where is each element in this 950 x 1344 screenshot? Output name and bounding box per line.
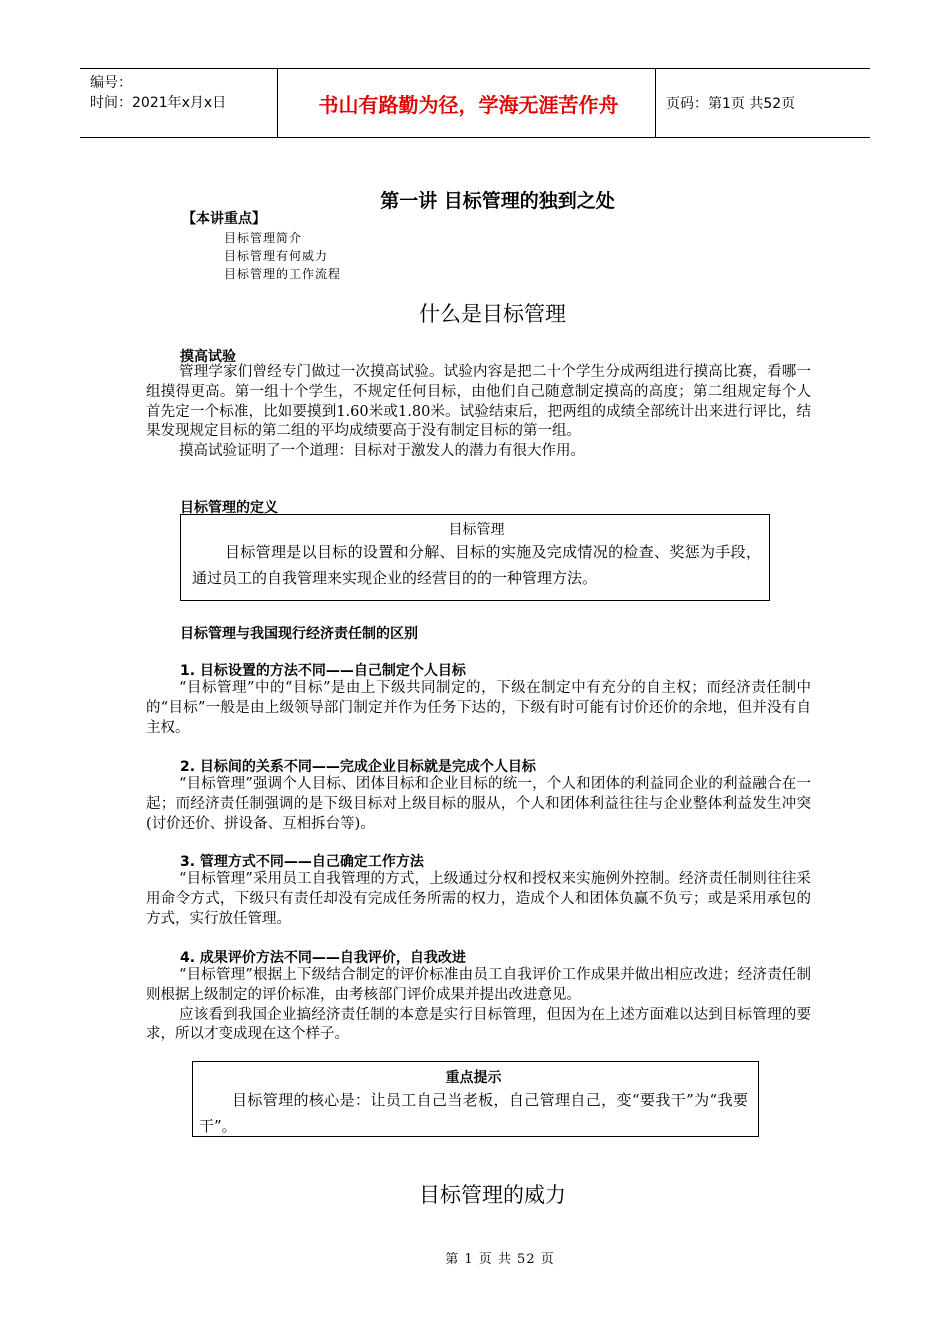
- section-heading: 什么是目标管理: [419, 302, 566, 326]
- definition-box-title: 目标管理: [448, 522, 505, 538]
- divider: [277, 69, 278, 137]
- lecture-title: 第一讲 目标管理的独到之处: [380, 190, 615, 212]
- paragraph: “目标管理”根据上下级结合制定的评价标准由员工自我评价工作成果并做出相应改进；经济责任制则根据上级制定的评价标准，由考核部门评价成果并提出改进意见。: [146, 967, 811, 1003]
- key-points-label: 【本讲重点】: [182, 211, 266, 227]
- page-header: [80, 68, 870, 138]
- paragraph: 管理学家们曾经专门做过一次摸高试验。试验内容是把二十个学生分成两组进行摸高比赛，看哪一组摸得更高。第一组十个学生，不规定任何目标，由他们自己随意制定摸高的高度；第二组规定每个人首先定一个标准，比如要摸到1.60米或1.80米。试验结束后，把两组的成绩全部统计出来进行评比，结果发现规定目标的第二组的平均成绩要高于没有制定目标的第一组。: [146, 364, 811, 440]
- key-point-item: 目标管理简介: [224, 231, 303, 245]
- divider: [655, 69, 656, 137]
- serial-label: 编号：: [90, 75, 132, 91]
- difference-item-text: “目标管理”中的“目标”是由上下级共同制定的，下级在制定中有充分的自主权；而经济责任制中的“目标”一般是由上级领导部门制定并作为任务下达的，下级有时可能有讨价还价的余地，但并没有自主权。: [146, 680, 811, 736]
- tip-title: 重点提示: [445, 1070, 502, 1086]
- key-point-item: 目标管理的工作流程: [224, 267, 342, 281]
- difference-item-text: “目标管理”强调个人目标、团体目标和企业目标的统一，个人和团体的利益同企业的利益融合在一起；而经济责任制强调的是下级目标对上级目标的服从，个人和团体利益往往与企业整体利益发生冲突(讨价还价、拼设备、互相拆台等)。: [146, 776, 811, 832]
- key-point-item: 目标管理有何威力: [224, 249, 329, 263]
- difference-item-text-group: [146, 966, 811, 1045]
- page-info: 页码：第1页 共52页: [666, 96, 796, 112]
- experiment-text: [146, 363, 811, 462]
- motto: 书山有路勤为径，学海无涯苦作舟: [318, 92, 619, 117]
- conclusion: 应该看到我国企业搞经济责任制的本意是实行目标管理，但因为在上述方面难以达到目标管理的要求，所以才变成现在这个样子。: [146, 1006, 811, 1043]
- tip-box: [192, 1061, 759, 1137]
- difference-item-text: “目标管理”采用员工自我管理的方式，上级通过分权和授权来实施例外控制。经济责任制则往往采用命令方式，下级只有责任却没有完成任务所需的权力，造成个人和团体负赢不负亏；或是采用承包的方式，实行放任管理。: [146, 871, 811, 927]
- definition-title: 目标管理的定义: [180, 500, 278, 516]
- section-heading: 目标管理的威力: [419, 1183, 566, 1207]
- paragraph: 摸高试验证明了一个道理：目标对于激发人的潜力有很大作用。: [179, 443, 585, 460]
- page-footer: 第 1 页 共 52 页: [445, 1252, 555, 1267]
- difference-item-title: 2. 目标间的关系不同——完成企业目标就是完成个人目标: [180, 759, 536, 775]
- experiment-title: 摸高试验: [180, 349, 236, 365]
- difference-item-title: 3. 管理方式不同——自己确定工作方法: [180, 854, 424, 870]
- difference-item-title: 4. 成果评价方法不同——自我评价，自我改进: [180, 950, 466, 966]
- difference-item-title: 1. 目标设置的方法不同——自己制定个人目标: [180, 663, 466, 679]
- definition-box: [180, 514, 770, 601]
- difference-title: 目标管理与我国现行经济责任制的区别: [180, 626, 418, 642]
- definition-box-text: 目标管理是以目标的设置和分解、目标的实施及完成情况的检查、奖惩为手段，通过员工的自我管理来实现企业的经营目的的一种管理方法。: [192, 543, 761, 587]
- header-left: [90, 73, 226, 113]
- tip-text: 目标管理的核心是：让员工自己当老板，自己管理自己，变“要我干”为“我要干”。: [199, 1091, 748, 1135]
- date-label: 时间：2021年x月x日: [90, 95, 227, 111]
